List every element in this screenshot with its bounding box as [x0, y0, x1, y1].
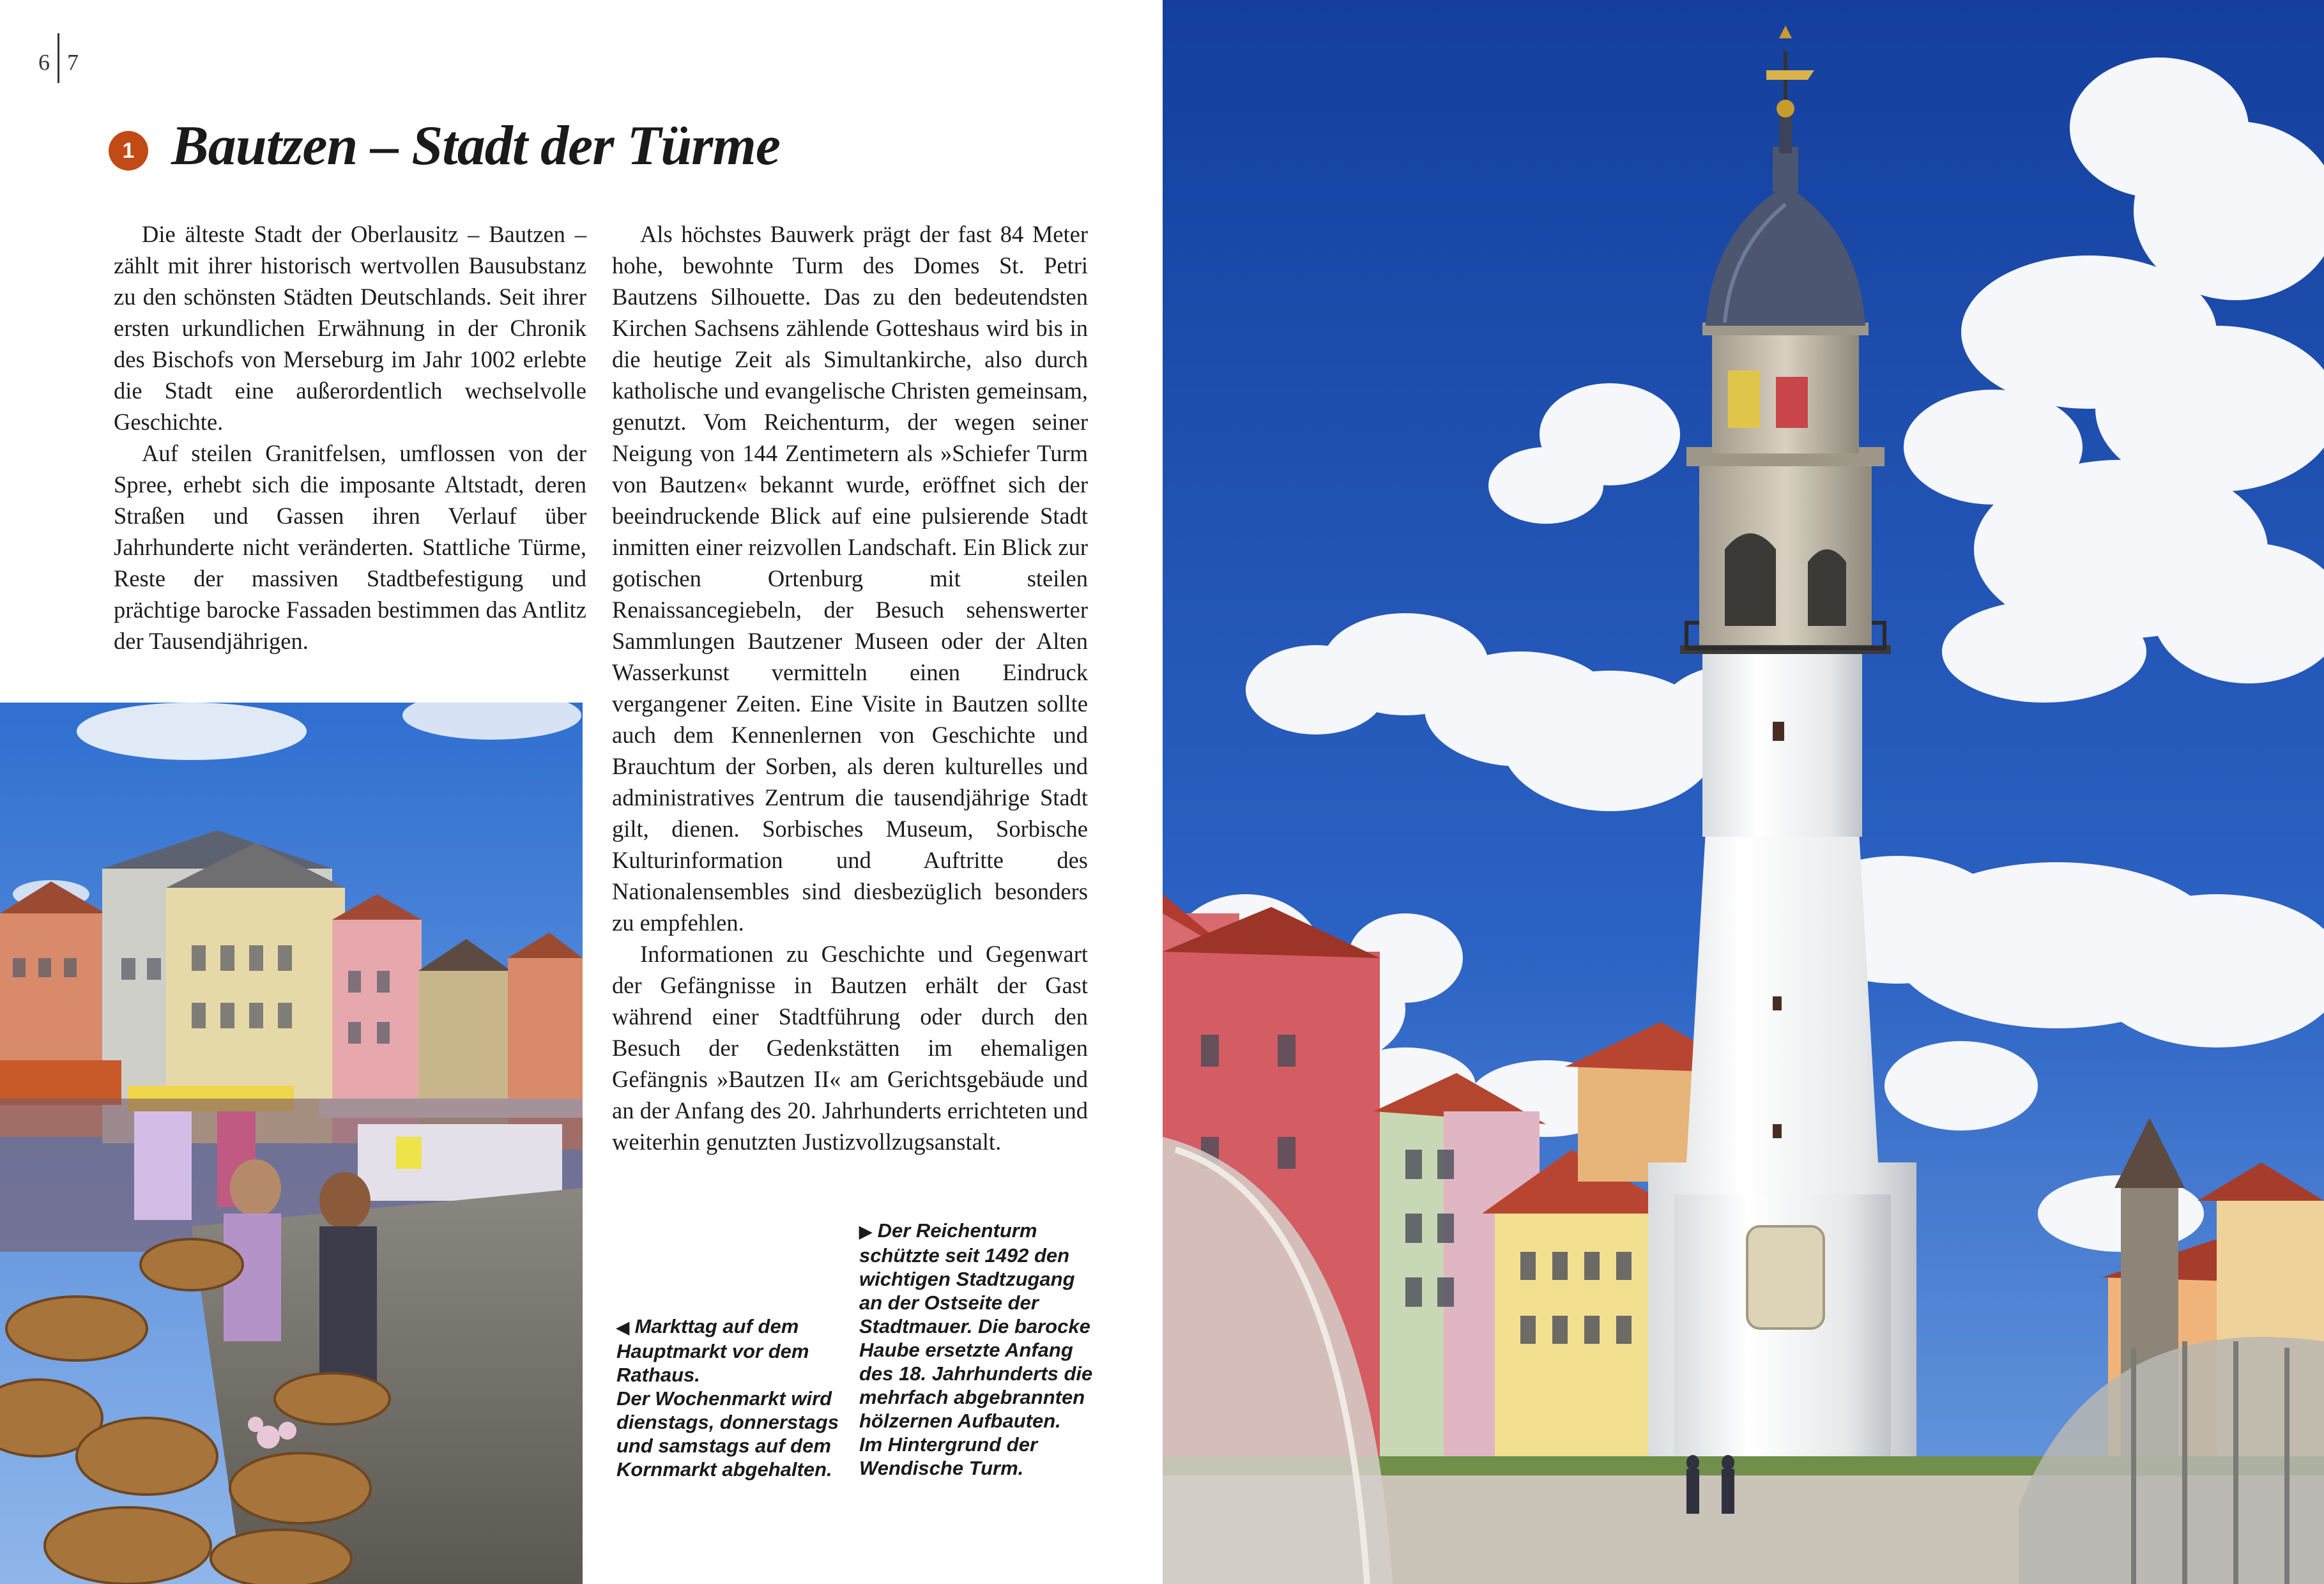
page-number-left: 6 [38, 49, 50, 75]
folio-divider [57, 33, 59, 83]
tower-photo [1163, 0, 2324, 1584]
reichenturm-illustration [1163, 0, 2324, 1584]
caption-line: schützte seit 1492 den [859, 1244, 1070, 1267]
market-photo-illustration [0, 703, 583, 1584]
caption-line: hölzernen Aufbauten. [859, 1410, 1061, 1432]
caption-line: Rathaus. [616, 1364, 700, 1386]
caption-line: Im Hintergrund der [859, 1433, 1038, 1456]
chapter-title: Bautzen – Stadt der Türme [171, 115, 780, 177]
caption-line: Wendische Turm. [859, 1457, 1024, 1479]
caption-line: Hauptmarkt vor dem [616, 1340, 809, 1362]
caption-line: an der Ostseite der [859, 1291, 1039, 1314]
caption-reichenturm [859, 1219, 1115, 1480]
caption-line: des 18. Jahrhunderts die [859, 1362, 1093, 1385]
arrow-left-icon: ◀ [616, 1318, 629, 1337]
caption-line: Kornmarkt abgehalten. [616, 1458, 832, 1481]
caption-line: wichtigen Stadtzugang [859, 1268, 1075, 1290]
market-photo [0, 703, 583, 1584]
caption-line: Haube ersetzte Anfang [859, 1339, 1073, 1361]
page-numbers [38, 40, 79, 89]
caption-line: dienstags, donnerstags [616, 1411, 839, 1433]
caption-line: Stadtmauer. Die barocke [859, 1315, 1090, 1337]
paragraph: Auf steilen Granitfelsen, umflossen von der Spree, erhebt sich die imposante Altstadt, deren Straßen und Gassen ihren Verlauf über Jahrhunderte nicht veränderten. Stattliche Türme, Reste der massiven Stadtbefestigung und prächtige barocke Fassaden bestimmen das Antlitz der Tausendjährigen. [114, 440, 586, 654]
caption-line: und samstags auf dem [616, 1435, 831, 1457]
caption-line: Der Wochenmarkt wird [616, 1387, 832, 1410]
paragraph: Informationen zu Geschichte und Gegenwart der Gefängnisse in Bautzen erhält der Gast während einer Stadtführung oder durch den Besuch der Gedenkstätten im ehemaligen Gefängnis »Bautzen II« am Gerichtsgebäude und an der Anfang des 20. Jahrhunderts errichteten und weiterhin genutzten Justizvollzugsanstalt. [612, 941, 1088, 1155]
text-column-1 [114, 218, 586, 657]
caption-line: Markttag auf dem [634, 1315, 799, 1337]
caption-line: Der Reichenturm [877, 1219, 1037, 1242]
paragraph: Als höchstes Bauwerk prägt der fast 84 Meter hohe, bewohnte Turm des Domes St. Petri Bautzens Silhouette. Das zu den bedeutendsten Kirchen Sachsens zählende Gotteshaus wird bis in die heutige Zeit als Simultankirche, also durch katholische und evangelische Christen gemeinsam, genutzt. Vom Reichenturm, der wegen seiner Neigung von 144 Zentimetern als »Schiefer Turm von Bautzen« bekannt wurde, eröffnet sich der beeindruckende Blick auf eine pulsierende Stadt inmitten einer reizvollen Landschaft. Ein Blick zur gotischen Ortenburg mit steilen Renaissancegiebeln, der Besuch sehenswerter Sammlungen Bautzener Museen oder der Alten Wasserkunst vermitteln einen Eindruck vergangener Zeiten. Eine Visite in Bautzen sollte auch dem Kennenlernen von Geschichte und Brauchtum der Sorben, als deren kulturelles und administratives Zentrum die tausendjährige Stadt gilt, dienen. Sorbisches Museum, Sorbische Kulturinformation und Auftritte des Nationalensembles sind diesbezüglich besonders zu empfehlen. [612, 221, 1089, 936]
arrow-right-icon: ▶ [859, 1222, 872, 1241]
paragraph: Die älteste Stadt der Oberlausitz – Bautzen – zählt mit ihrer historisch wertvollen Bausubstanz zu den schönsten Städten Deutschlands. Seit ihrer ersten urkundlichen Erwähnung in der Chronik des Bischofs von Merseburg im Jahr 1002 erlebte die Stadt eine außerordentlich wechselvolle Geschichte. [114, 221, 586, 435]
text-column-2 [612, 218, 1088, 1157]
caption-market [616, 1314, 859, 1481]
chapter-number-badge: 1 [109, 131, 148, 171]
caption-line: mehrfach abgebrannten [859, 1386, 1085, 1408]
page-number-right: 7 [67, 49, 79, 75]
